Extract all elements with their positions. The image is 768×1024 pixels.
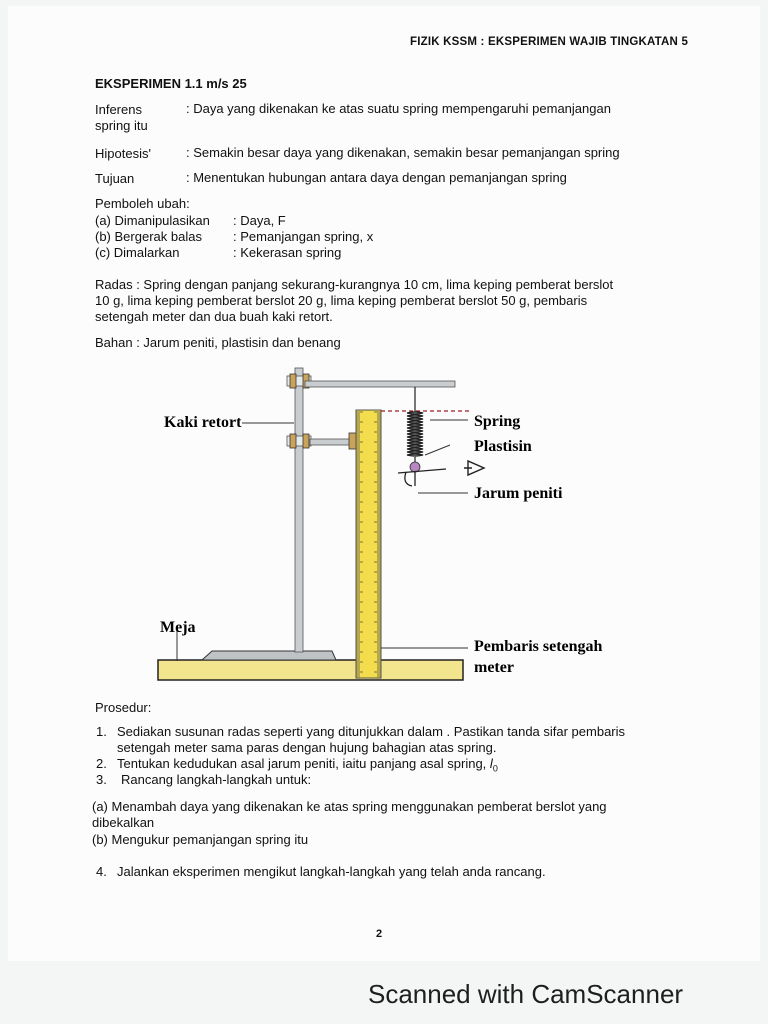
inference-cont: spring itu	[95, 118, 148, 133]
label-pin: Jarum peniti	[474, 485, 563, 502]
eye-sight-icon	[464, 461, 484, 475]
sub-step-a-line-2: dibekalkan	[92, 815, 155, 830]
variable-c-label: (c) Dimalarkan	[95, 245, 180, 260]
step-4-text: Jalankan eksperimen mengikut langkah-langkah yang telah anda rancang.	[117, 864, 546, 879]
materials-text: Bahan : Jarum peniti, plastisin dan benang	[95, 335, 341, 350]
label-table: Meja	[160, 619, 196, 636]
hypothesis-label: Hipotesis'	[95, 146, 151, 161]
pin-hook	[405, 472, 415, 486]
variable-a-value: : Daya, F	[233, 213, 286, 228]
step-3-number: 3.	[96, 772, 107, 787]
step-1-line-2: setengah meter sama paras dengan hujung bahagian atas spring.	[117, 740, 497, 755]
procedure-heading: Prosedur:	[95, 700, 152, 715]
pointer-pin	[398, 469, 446, 473]
variable-c-value: : Kekerasan spring	[233, 245, 342, 260]
label-ruler-line-2: meter	[474, 659, 514, 676]
horizontal-arm	[305, 381, 455, 387]
label-ruler-line-1: Pembaris setengah	[474, 638, 603, 655]
apparatus-line-3: setengah meter dan dua buah kaki retort.	[95, 309, 333, 324]
experiment-title: EKSPERIMEN 1.1 m/s 25	[95, 76, 247, 91]
page-number: 2	[376, 928, 383, 940]
step-2-subscript: 0	[492, 763, 498, 774]
sub-step-a-line-1: (a) Menambah daya yang dikenakan ke atas spring menggunakan pemberat berslot yang	[92, 799, 607, 814]
plasticine-ball	[410, 462, 420, 472]
sub-step-b: (b) Mengukur pemanjangan spring itu	[92, 832, 309, 847]
variable-b-value: : Pemanjangan spring, x	[233, 229, 374, 244]
step-1-number: 1.	[96, 724, 107, 739]
hypothesis-text: : Semakin besar daya yang dikenakan, semakin besar pemanjangan spring	[186, 145, 620, 160]
step-3-text: Rancang langkah-langkah untuk:	[121, 772, 312, 787]
apparatus-line-1: Radas : Spring dengan panjang sekurang-kurangnya 10 cm, lima keping pemberat berslot	[95, 277, 614, 292]
variable-a-label: (a) Dimanipulasikan	[95, 213, 210, 228]
step-1-line-1: Sediakan susunan radas seperti yang ditunjukkan dalam . Pastikan tanda sifar pembaris	[117, 724, 626, 739]
step-4-number: 4.	[96, 864, 107, 879]
retort-base	[202, 651, 336, 660]
inference-text: : Daya yang dikenakan ke atas suatu spring mempengaruhi pemanjangan	[186, 101, 611, 116]
table-top	[158, 660, 463, 680]
label-retort: Kaki retort	[164, 414, 242, 431]
inference-label: Inferens	[95, 102, 142, 117]
label-plasticine: Plastisin	[474, 438, 532, 455]
variable-b-label: (b) Bergerak balas	[95, 229, 202, 244]
label-spring: Spring	[474, 413, 521, 430]
spring-coil	[407, 412, 423, 456]
aim-label: Tujuan	[95, 171, 135, 186]
running-header: FIZIK KSSM : EKSPERIMEN WAJIB TINGKATAN 5	[410, 36, 689, 48]
aim-text: : Menentukan hubungan antara daya dengan pemanjangan spring	[186, 170, 567, 185]
step-2-symbol: l	[489, 756, 493, 771]
step-2-body: Tentukan kedudukan asal jarum peniti, iaitu panjang asal spring,	[117, 756, 487, 771]
retort-rod	[295, 368, 303, 652]
step-2-number: 2.	[96, 756, 107, 771]
variables-heading: Pemboleh ubah:	[95, 196, 190, 211]
camscanner-watermark: Scanned with CamScanner	[368, 979, 684, 1009]
apparatus-diagram	[150, 360, 620, 690]
apparatus-line-2: 10 g, lima keping pemberat berslot 20 g, lima keping pemberat berslot 50 g, pembaris	[95, 293, 588, 308]
